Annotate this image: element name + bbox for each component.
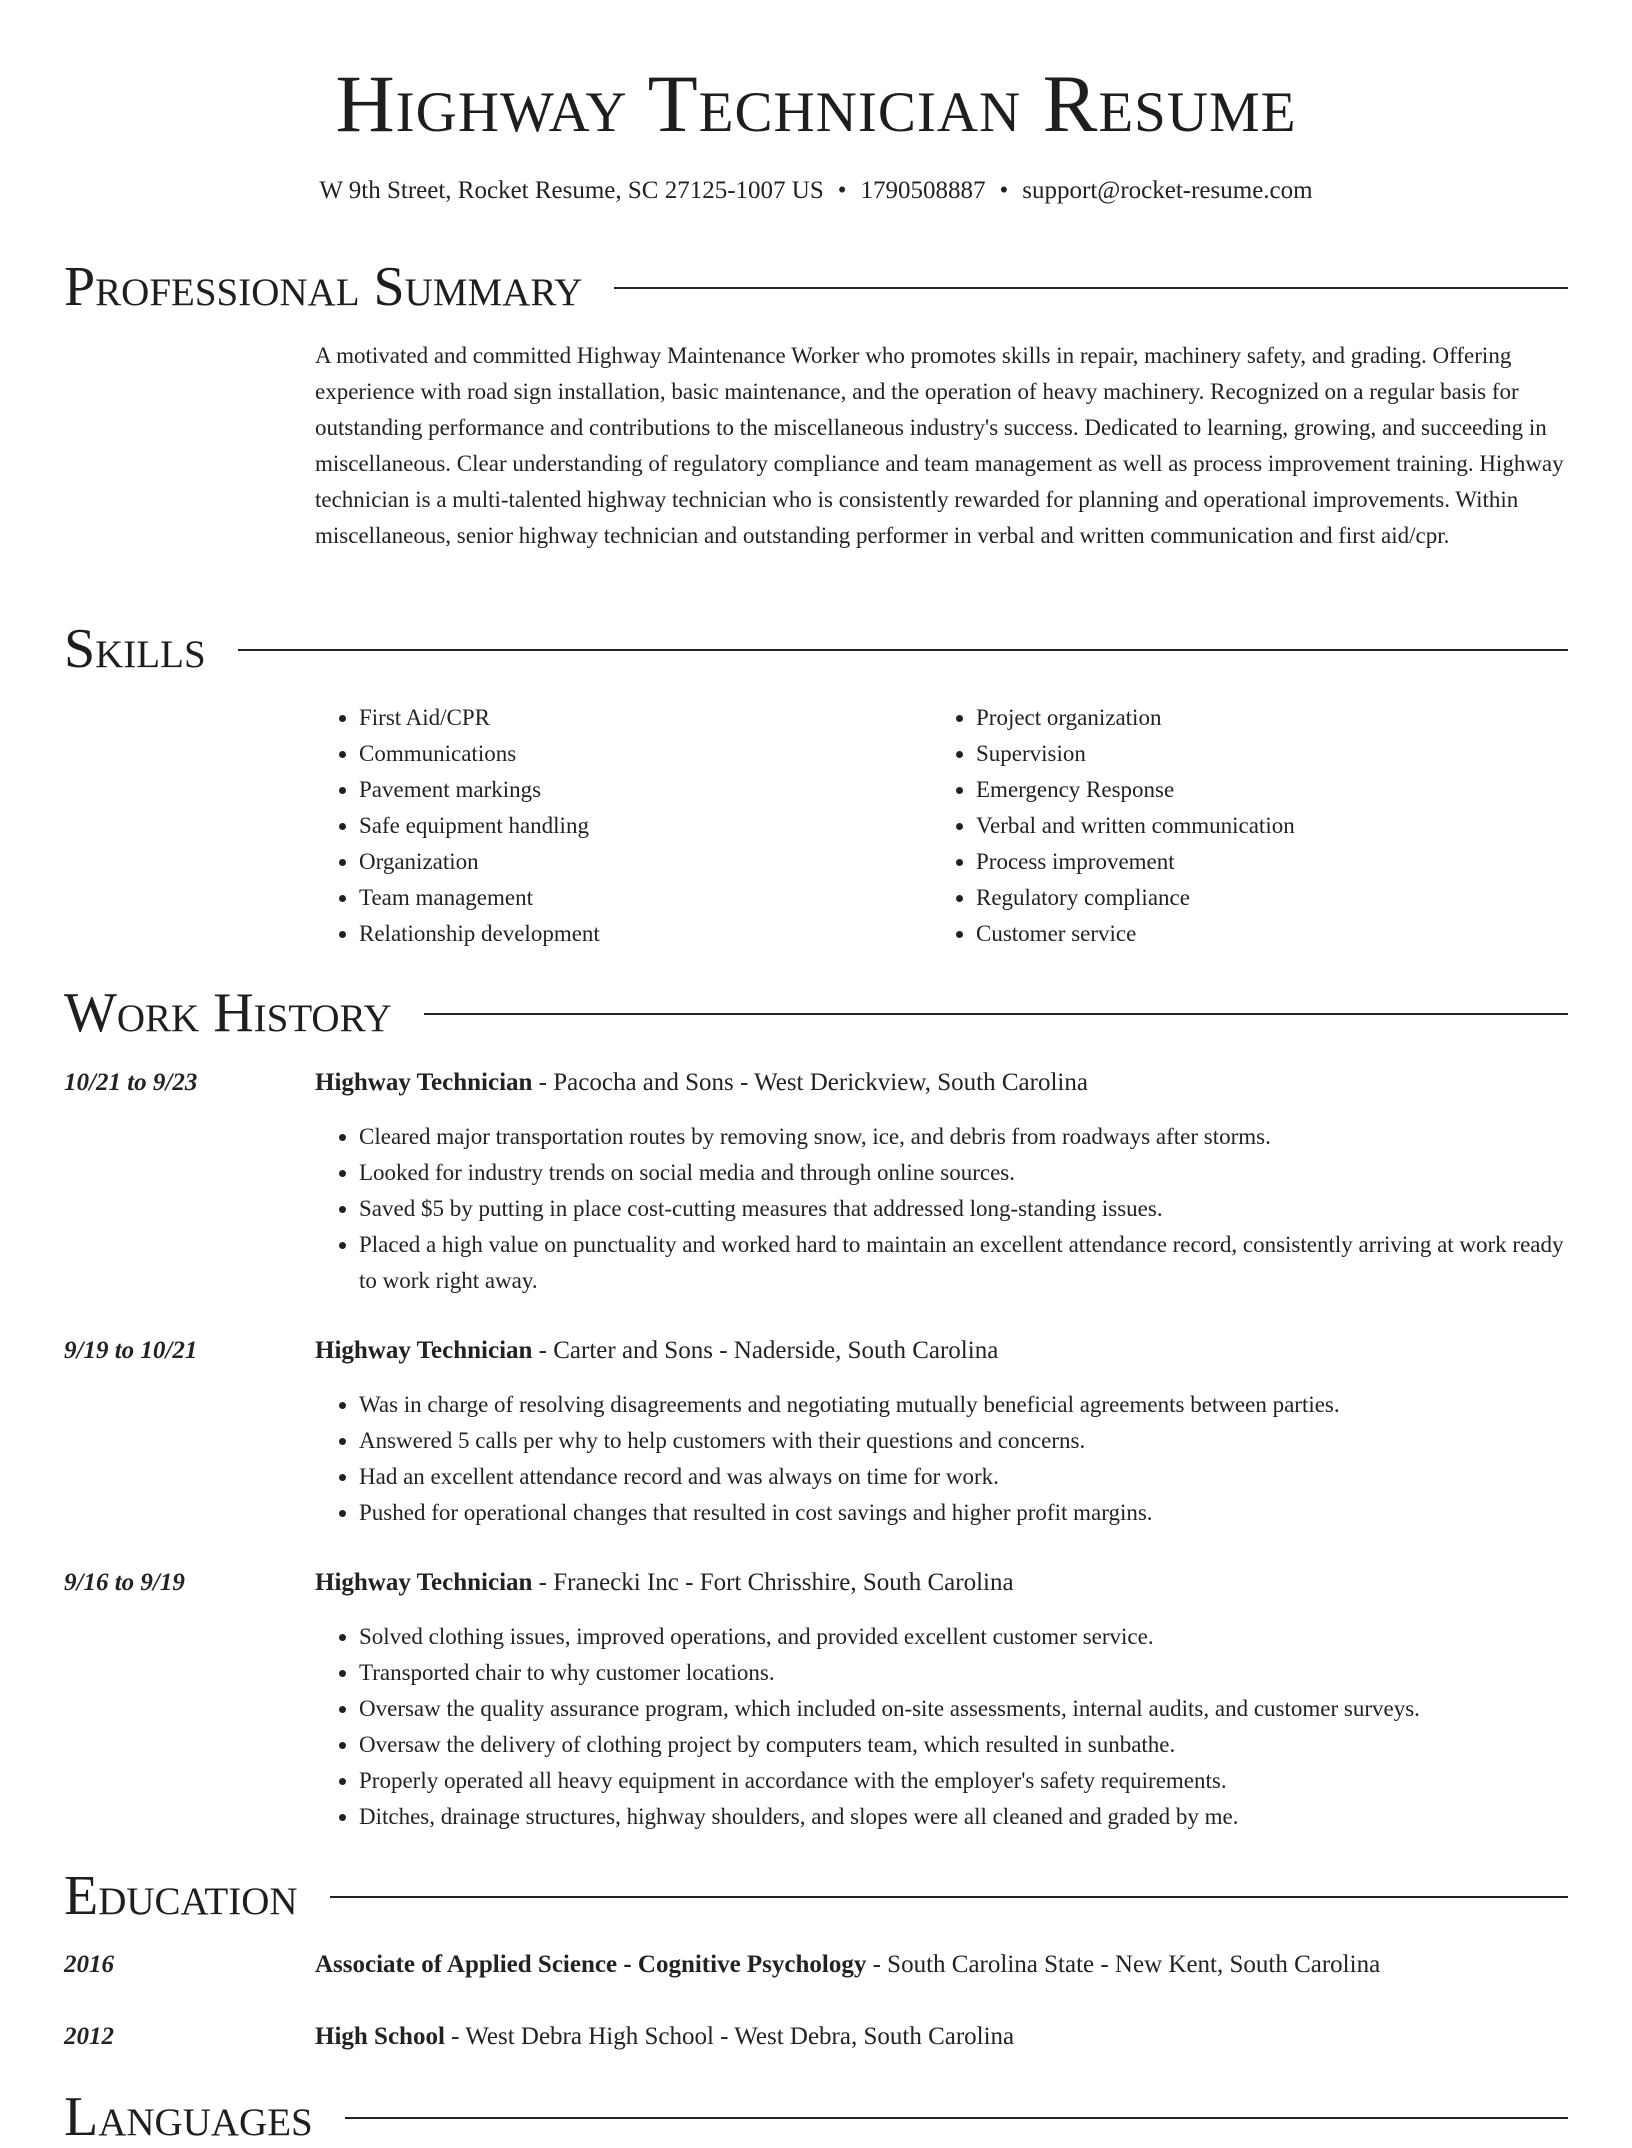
education-section-header xyxy=(64,1865,1568,1927)
section-divider xyxy=(238,649,1568,651)
skill-item: • Customer service xyxy=(976,916,1549,952)
job-title: Highway Technician xyxy=(315,1069,533,1096)
section-title-work: Work History xyxy=(64,982,392,1044)
contact-email[interactable]: support@rocket-resume.com xyxy=(1022,177,1313,204)
contact-separator: • xyxy=(999,177,1009,204)
job-title: Highway Technician xyxy=(315,1337,533,1364)
skill-item: • Project organization xyxy=(976,700,1549,736)
job-bullet: • Had an excellent attendance record and was always on time for work. xyxy=(359,1459,1568,1495)
skills-section-header xyxy=(64,618,1568,680)
education-heading xyxy=(315,2019,1568,2055)
job-bullet: • Oversaw the quality assurance program, which included on-site assessments, internal audits, and customer surveys. xyxy=(359,1691,1568,1727)
skills-list xyxy=(315,700,1568,952)
contact-separator: • xyxy=(837,177,847,204)
education-heading xyxy=(315,1947,1568,1983)
job-employer-location: - Carter and Sons - Naderside, South Carolina xyxy=(532,1337,999,1364)
education-year: 2012 xyxy=(64,2023,114,2050)
skill-item: • Communications xyxy=(359,736,932,772)
section-title-education: Education xyxy=(64,1865,298,1927)
job-dates: 9/16 to 9/19 xyxy=(64,1569,185,1596)
job-bullets xyxy=(315,1387,1568,1531)
resume-page xyxy=(64,0,1568,2148)
education-school-location: - West Debra High School - West Debra, South Carolina xyxy=(444,2023,1015,2050)
job-bullets xyxy=(315,1619,1568,1835)
contact-line xyxy=(64,176,1568,206)
job-bullet: • Properly operated all heavy equipment in accordance with the employer's safety requirements. xyxy=(359,1763,1568,1799)
contact-phone: 1790508887 xyxy=(860,177,986,204)
education-year: 2016 xyxy=(64,1951,114,1978)
section-title-languages: Languages xyxy=(64,2086,313,2148)
job-bullet: • Cleared major transportation routes by removing snow, ice, and debris from roadways after storms. xyxy=(359,1119,1568,1155)
skill-item: • Organization xyxy=(359,844,932,880)
job-bullet: • Saved $5 by putting in place cost-cutting measures that addressed long-standing issues. xyxy=(359,1191,1568,1227)
skill-item: • Team management xyxy=(359,880,932,916)
skill-item: • Safe equipment handling xyxy=(359,808,932,844)
education-school-location: - South Carolina State - New Kent, South Carolina xyxy=(866,1951,1381,1978)
job-bullet: • Looked for industry trends on social media and through online sources. xyxy=(359,1155,1568,1191)
job-bullet: • Placed a high value on punctuality and worked hard to maintain an excellent attendance record, consistently arriving at work ready to work right away. xyxy=(359,1227,1568,1299)
job-heading xyxy=(315,1065,1568,1101)
section-divider xyxy=(330,1896,1568,1898)
job-bullet: • Pushed for operational changes that resulted in cost savings and higher profit margins. xyxy=(359,1495,1568,1531)
section-divider xyxy=(345,2117,1568,2119)
job-employer-location: - Pacocha and Sons - West Derickview, South Carolina xyxy=(532,1069,1088,1096)
work-section-header xyxy=(64,982,1568,1044)
skill-item: • Relationship development xyxy=(359,916,932,952)
section-divider xyxy=(424,1013,1568,1015)
job-heading xyxy=(315,1565,1568,1601)
summary-text: A motivated and committed Highway Maintenance Worker who promotes skills in repair, machinery safety, and grading. Offering experience with road sign installation, basic maintenance, and the operation of heavy machinery. Recognized on a regular basis for outstanding performance and contributions to the miscellaneous industry's success. Dedicated to learning, growing, and succeeding in miscellaneous. Clear understanding of regulatory compliance and team management as well as process improvement training. Highway technician is a multi-talented highway technician who is consistently rewarded for planning and operational improvements. Within miscellaneous, senior highway technician and outstanding performer in verbal and written communication and first aid/cpr. xyxy=(315,343,1564,548)
skill-item: • Process improvement xyxy=(976,844,1549,880)
section-title-skills: Skills xyxy=(64,618,206,680)
skill-item: • First Aid/CPR xyxy=(359,700,932,736)
skills-column-right xyxy=(932,700,1549,952)
job-bullet: • Solved clothing issues, improved operations, and provided excellent customer service. xyxy=(359,1619,1568,1655)
resume-title: Highway Technician Resume xyxy=(335,58,1297,149)
education-degree: Associate of Applied Science - Cognitive Psychology xyxy=(315,1951,867,1978)
job-dates: 9/19 to 10/21 xyxy=(64,1337,198,1364)
skill-item: • Emergency Response xyxy=(976,772,1549,808)
job-bullet: • Was in charge of resolving disagreements and negotiating mutually beneficial agreements between parties. xyxy=(359,1387,1568,1423)
education-degree: High School xyxy=(315,2023,445,2050)
job-bullet: • Oversaw the delivery of clothing project by computers team, which resulted in sunbathe. xyxy=(359,1727,1568,1763)
skill-item: • Pavement markings xyxy=(359,772,932,808)
languages-section-header xyxy=(64,2086,1568,2148)
skill-item: • Supervision xyxy=(976,736,1549,772)
summary-section-header xyxy=(64,256,1568,318)
job-dates: 10/21 to 9/23 xyxy=(64,1069,198,1096)
contact-address: W 9th Street, Rocket Resume, SC 27125-1007 US xyxy=(319,177,824,204)
job-title: Highway Technician xyxy=(315,1569,533,1596)
job-heading xyxy=(315,1333,1568,1369)
skill-item: • Regulatory compliance xyxy=(976,880,1549,916)
skills-column-left xyxy=(315,700,932,952)
section-title-summary: Professional Summary xyxy=(64,256,583,318)
job-bullet: • Answered 5 calls per why to help customers with their questions and concerns. xyxy=(359,1423,1568,1459)
job-bullets xyxy=(315,1119,1568,1299)
job-bullet: • Ditches, drainage structures, highway shoulders, and slopes were all cleaned and graded by me. xyxy=(359,1799,1568,1835)
skill-item: • Verbal and written communication xyxy=(976,808,1549,844)
job-employer-location: - Franecki Inc - Fort Chrisshire, South Carolina xyxy=(532,1569,1014,1596)
section-divider xyxy=(614,287,1568,289)
job-bullet: • Transported chair to why customer locations. xyxy=(359,1655,1568,1691)
